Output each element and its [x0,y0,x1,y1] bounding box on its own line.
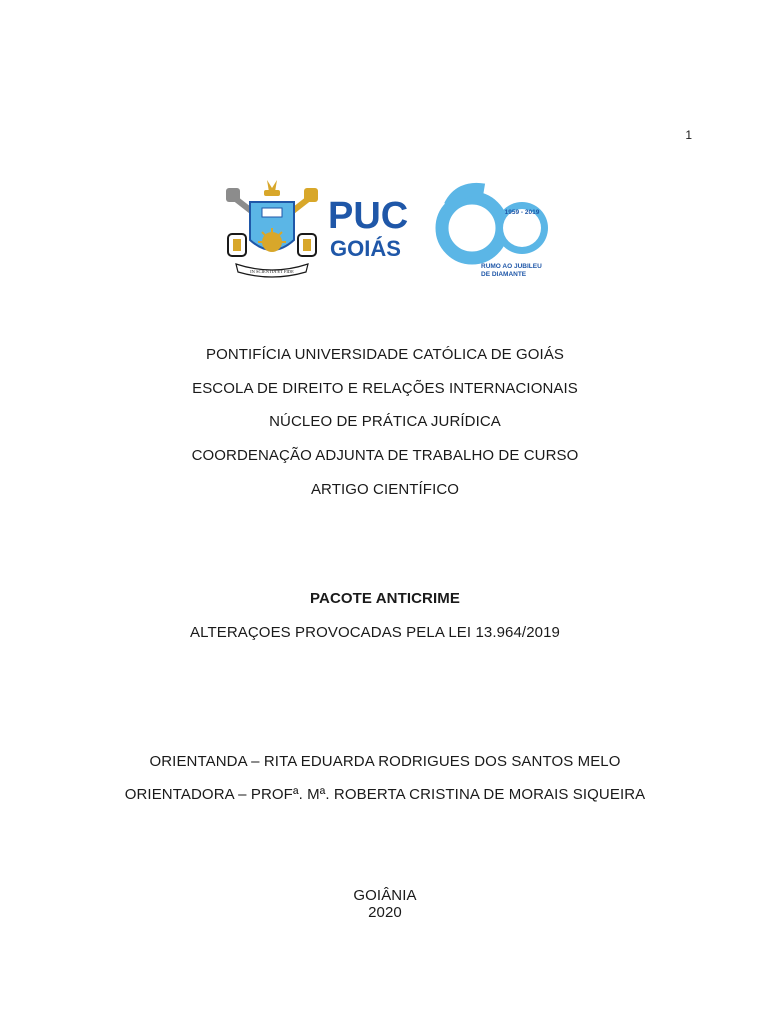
coordination-name: COORDENAÇÃO ADJUNTA DE TRABALHO DE CURSO [191,447,579,464]
wordmark-goias: GOIÁS [330,236,401,261]
wordmark-puc: PUC [328,195,409,237]
crest-motto: IN SCIENTIA ET FIDE [250,269,294,274]
work-title: PACOTE ANTICRIME [310,590,460,607]
anniversary-60-icon [442,189,548,258]
university-crest-icon [226,180,318,277]
nucleus-name: NÚCLEO DE PRÁTICA JURÍDICA [269,413,501,430]
year: 2020 [368,904,402,921]
page-number: 1 [685,128,692,142]
work-subtitle: ALTERAÇOES PROVOCADAS PELA LEI 13.964/2019 [190,624,560,641]
anniversary-years: 1959 - 2019 [504,209,540,216]
document-type: ARTIGO CIENTÍFICO [310,481,460,498]
city: GOIÂNIA [353,887,417,904]
advisor-name: ORIENTADORA – PROFª. Mª. ROBERTA CRISTINA DE MORAIS SIQUEIRA [124,786,646,803]
anniversary-caption-2: DE DIAMANTE [481,271,527,278]
student-name: ORIENTANDA – RITA EDUARDA RODRIGUES DOS SANTOS MELO [149,753,621,770]
school-name: ESCOLA DE DIREITO E RELAÇÕES INTERNACIONAIS [192,380,578,397]
anniversary-caption-1: RUMO AO JUBILEU [481,263,542,270]
university-name: PONTIFÍCIA UNIVERSIDADE CATÓLICA DE GOIÁS [205,346,565,363]
anniversary-number: 60 [222,176,224,177]
institution-logo [222,176,562,286]
